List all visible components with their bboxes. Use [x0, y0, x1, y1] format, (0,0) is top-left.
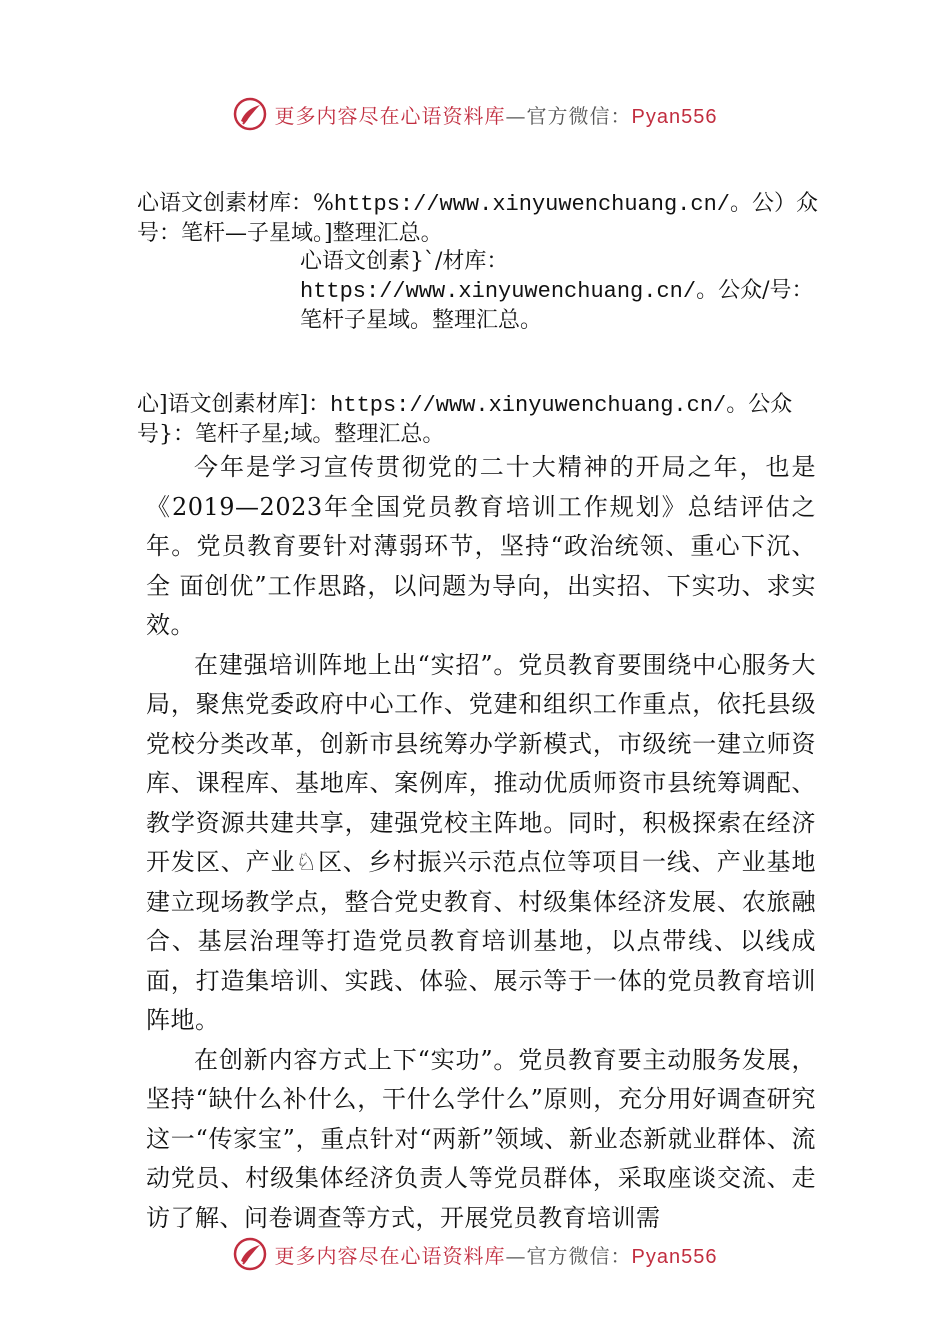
- footer-banner: [0, 1234, 950, 1274]
- paragraph-content-method: 在创新内容方式上下“实功”。党员教育要主动服务发展，坚持“缺什么补什么，干什么学什么”原则，充分用好调查研究这一“传家宝”，重点针对“两新”领域、新业态新就业群体、流动党员、村级集体经济负责人等党员群体，采取座谈交流、走访了解、问卷调查等方式，开展党员教育培训需: [146, 1045, 816, 1232]
- wechat-account: Pyan556: [631, 1245, 718, 1268]
- banner-text: 更多内容尽在心语资料库—官方微信：Pyan556: [274, 1243, 718, 1268]
- header-banner: [0, 94, 950, 134]
- brand-logo-icon: [233, 97, 267, 131]
- wechat-account: Pyan556: [631, 105, 718, 128]
- paragraph-intro: 今年是学习宣传贯彻党的二十大精神的开局之年，也是《2019—2023年全国党员教育培训工作规划》总结评估之年。党员教育要针对薄弱环节，坚持“政治统领、重心下沉、全 面创优”工作思路，以问题为导向，出实招、下实功、求实 效。: [146, 453, 816, 639]
- article-body: [146, 448, 816, 1238]
- banner-text: 更多内容尽在心语资料库—官方微信：Pyan556: [274, 103, 718, 128]
- watermark-text-1: 心语文创素材库：%https://www.xinyuwenchuang.cn/。公）众号：笔杆—子星域。]整理汇总。: [137, 191, 818, 246]
- watermark-text-2: 心语文创素}`/材库：https://www.xinyuwenchuang.cn/。公众/号：笔杆子星域。整理汇总。: [300, 249, 814, 333]
- watermark-text-3: 心]语文创素材库]：https://www.xinyuwenchuang.cn/。公众号}：笔杆子星;域。整理汇总。: [137, 392, 793, 447]
- paragraph-training-base: 在建强培训阵地上出“实招”。党员教育要围绕中心服务大局，聚焦党委政府中心工作、党建和组织工作重点，依托县级党校分类改革，创新市县统筹办学新模式，市级统一建立师资库、课程库、基地库、案例库，推动优质师资市县统筹调配、教学资源共建共享，建强党校主阵地。同时，积极探索在经济开发区、产业♘区、乡村振兴示范点位等项目一线、产业基地建立现场教学点，整合党史教育、村级集体经济发展、农旅融合、基层治理等打造党员教育培训基地，以点带线、以线成面，打造集培训、实践、体验、展示等于一体的党员教育培训阵地。: [146, 650, 816, 1034]
- brand-logo-icon: [233, 1237, 267, 1271]
